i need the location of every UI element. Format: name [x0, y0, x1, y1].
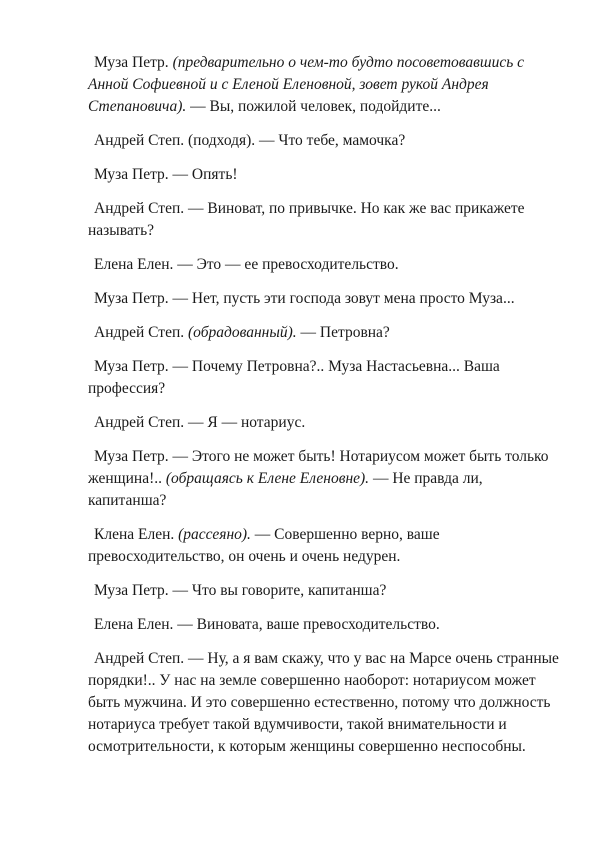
paragraph	[88, 322, 562, 344]
paragraph	[88, 198, 562, 242]
paragraph	[88, 254, 562, 276]
dialogue-text: Андрей Степ. (подходя). — Что тебе, мамочка?	[94, 132, 406, 149]
paragraph	[88, 614, 562, 636]
dialogue-text: Андрей Степ. — Виноват, по привычке. Но как же вас прикажете называть?	[88, 200, 525, 239]
paragraph	[88, 164, 562, 186]
paragraph	[88, 446, 562, 512]
dialogue-text: Андрей Степ.	[94, 324, 189, 341]
paragraph	[88, 130, 562, 152]
dialogue-text: Андрей Степ. — Я — нотариус.	[94, 414, 306, 431]
paragraph	[88, 648, 562, 758]
dialogue-text: Муза Петр. — Этого не может быть! Нотариусом может быть только женщина!..	[88, 448, 549, 487]
dialogue-text: Андрей Степ. — Ну, а я вам скажу, что у вас на Марсе очень странные порядки!.. У нас на земле совершенно наоборот: нотариусом может быть мужчина. И это совершенно естественно, потому что должность нотариуса требует такой вдумчивости, такой внимательности и осмотрительности, к которым женщины совершенно неспособны.	[88, 650, 559, 755]
dialogue-text: — Вы, пожилой человек, подойдите...	[186, 98, 441, 115]
document-page	[88, 52, 562, 770]
paragraph	[88, 524, 562, 568]
paragraph	[88, 356, 562, 400]
dialogue-text: Муза Петр. — Что вы говорите, капитанша?	[94, 582, 387, 599]
dialogue-text: Муза Петр.	[94, 54, 173, 71]
dialogue-text: — Петровна?	[296, 324, 390, 341]
dialogue-text: — Совершенно верно, ваше превосходительство, он очень и очень недурен.	[88, 526, 440, 565]
dialogue-text: Муза Петр. — Опять!	[94, 166, 238, 183]
dialogue-text: — Не правда ли, капитанша?	[88, 470, 483, 509]
stage-direction: (обрадованный).	[188, 324, 297, 341]
stage-direction: (предварительно о чем-то будто посоветовавшись с Анной Софиевной и с Еленой Еленовной, зовет рукой Андрея Степановича).	[88, 54, 525, 115]
paragraph	[88, 580, 562, 602]
paragraph	[88, 288, 562, 310]
dialogue-text: Муза Петр. — Почему Петровна?.. Муза Настасьевна... Ваша профессия?	[88, 358, 500, 397]
dialogue-text: Елена Елен. — Это — ее превосходительство.	[94, 256, 399, 273]
paragraph	[88, 412, 562, 434]
paragraph	[88, 52, 562, 118]
dialogue-text: Клена Елен.	[94, 526, 179, 543]
dialogue-text: Муза Петр. — Нет, пусть эти господа зовут мена просто Муза...	[94, 290, 515, 307]
dialogue-text: Елена Елен. — Виновата, ваше превосходительство.	[94, 616, 440, 633]
stage-direction: (обращаясь к Елене Еленовне).	[165, 470, 370, 487]
stage-direction: (рассеяно).	[178, 526, 251, 543]
